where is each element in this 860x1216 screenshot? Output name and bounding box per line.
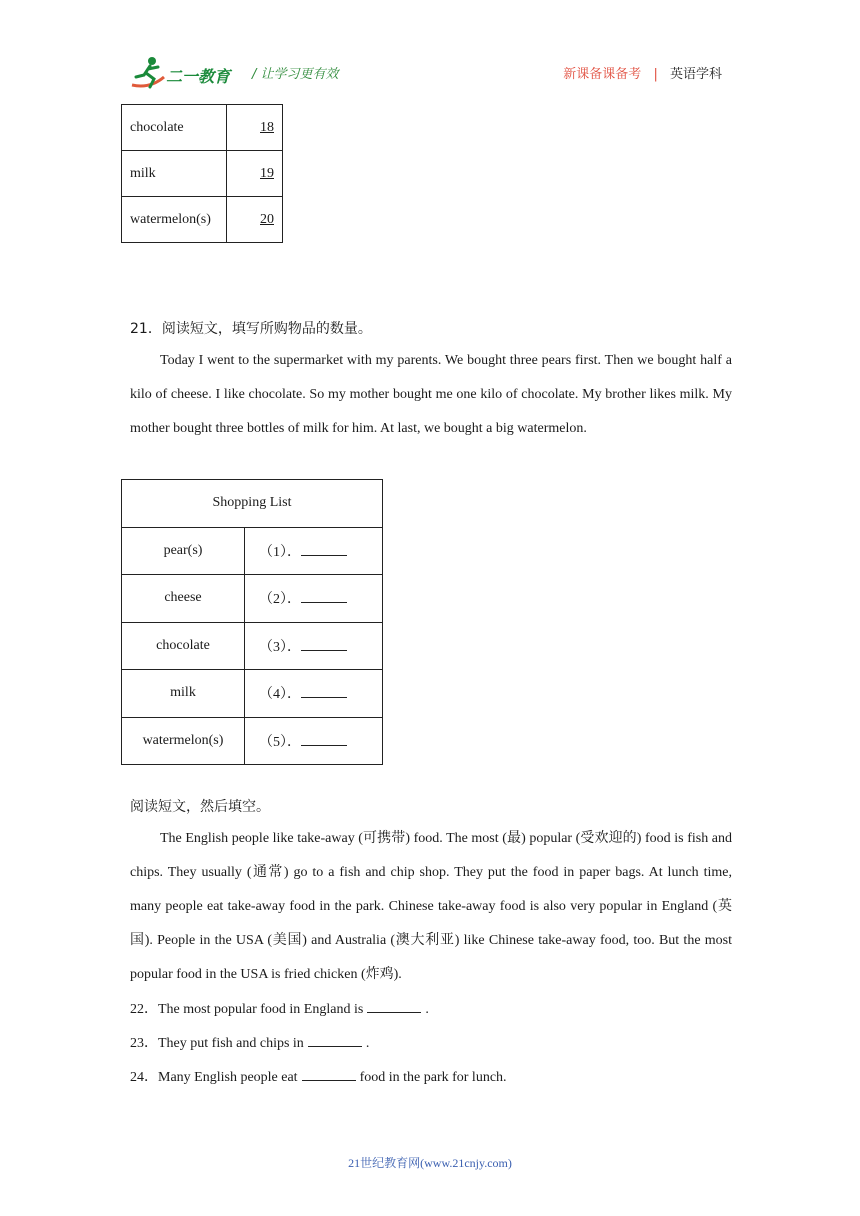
blank-cell[interactable] xyxy=(245,622,383,670)
question-24 xyxy=(130,1066,507,1086)
table-row xyxy=(122,105,283,151)
answer-blank[interactable] xyxy=(301,685,347,698)
answer-cell xyxy=(227,197,283,243)
header-label: 新课备课备考 xyxy=(563,67,642,82)
header-subject: 英语学科 xyxy=(669,67,722,82)
answer-cell xyxy=(227,105,283,151)
shopping-list-table xyxy=(121,479,383,765)
item-cell: chocolate xyxy=(122,105,227,151)
question-23-text: 23．They put fish and chips in xyxy=(130,1036,304,1051)
table-row xyxy=(122,527,383,575)
table-title: Shopping List xyxy=(122,480,383,528)
header-right xyxy=(563,63,722,82)
passage-2-text: The English people like take-away (可携带) food. The most (最) popular (受欢迎的) food is fish and chips. They usually (通常) go to a fish and chip shop. They put the food in paper bags. At lunch time, many people eat take-away food in the park. Chinese take-away food is also very popular in England (英国). People in the USA (美国) and Australia (澳大利亚) like Chinese take-away food, too. But the most popular food in the USA is fried chicken (炸鸡). xyxy=(130,831,732,982)
answer-cell xyxy=(227,151,283,197)
passage-1-text: Today I went to the supermarket with my parents. We bought three pears first. Then we bought half a kilo of cheese. I like chocolate. So my mother bought me one kilo of chocolate. My brother likes milk. My mother bought three bottles of milk for him. At last, we bought a big watermelon. xyxy=(130,353,732,436)
answer-number: 20 xyxy=(260,211,274,227)
header-separator: | xyxy=(653,67,658,82)
answer-table xyxy=(121,104,283,243)
question-23-suffix: . xyxy=(365,1036,370,1051)
table-row xyxy=(122,622,383,670)
item-cell: cheese xyxy=(122,575,245,623)
answer-blank[interactable] xyxy=(301,543,347,556)
table-row xyxy=(122,575,383,623)
blank-cell[interactable] xyxy=(245,527,383,575)
table-row xyxy=(122,717,383,765)
item-cell: milk xyxy=(122,151,227,197)
blank-label: （3）． xyxy=(259,639,301,655)
question-24-suffix: food in the park for lunch. xyxy=(359,1070,507,1085)
answer-number: 18 xyxy=(260,119,274,135)
item-cell: watermelon(s) xyxy=(122,197,227,243)
question-23 xyxy=(130,1032,369,1052)
item-cell: watermelon(s) xyxy=(122,717,245,765)
answer-blank[interactable] xyxy=(301,590,347,603)
blank-label: （1）． xyxy=(259,544,301,560)
question-24-text: 24．Many English people eat xyxy=(130,1070,298,1085)
page-footer[interactable]: 21世纪教育网(www.21cnjy.com) xyxy=(348,1156,512,1170)
table-row xyxy=(122,197,283,243)
logo-text: 二一教育 xyxy=(166,67,231,86)
blank-cell[interactable] xyxy=(245,670,383,718)
slogan: / 让学习更有效 xyxy=(252,67,339,82)
item-cell: milk xyxy=(122,670,245,718)
answer-blank[interactable] xyxy=(308,1034,362,1047)
question-22 xyxy=(130,998,429,1018)
passage-2 xyxy=(130,822,732,992)
answer-blank[interactable] xyxy=(301,733,347,746)
table-row xyxy=(122,151,283,197)
item-cell: pear(s) xyxy=(122,527,245,575)
table-header-row xyxy=(122,480,383,528)
passage-1 xyxy=(130,344,732,446)
blank-cell[interactable] xyxy=(245,717,383,765)
section-instruction: 阅读短文，然后填空。 xyxy=(130,799,270,815)
answer-blank[interactable] xyxy=(302,1068,356,1081)
question-22-text: 22．The most popular food in England is xyxy=(130,1002,364,1017)
table-row xyxy=(122,670,383,718)
question-21-title: 21．阅读短文，填写所购物品的数量。 xyxy=(130,321,372,337)
blank-label: （2）． xyxy=(259,592,301,608)
answer-blank[interactable] xyxy=(301,638,347,651)
answer-blank[interactable] xyxy=(367,1000,421,1013)
answer-number: 19 xyxy=(260,165,274,181)
item-cell: chocolate xyxy=(122,622,245,670)
blank-label: （5）． xyxy=(259,734,301,750)
page-header xyxy=(130,55,730,95)
blank-cell[interactable] xyxy=(245,575,383,623)
blank-label: （4）． xyxy=(259,687,301,703)
question-22-suffix: . xyxy=(425,1002,429,1017)
